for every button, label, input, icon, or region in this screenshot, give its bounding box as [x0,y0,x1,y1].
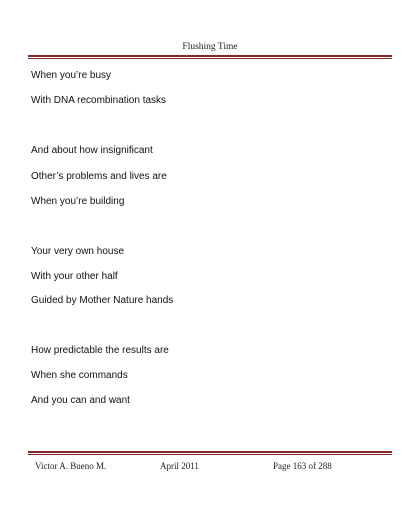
verse-line-11: And you can and want [31,395,130,406]
verse-line-4: Other’s problems and lives are [31,171,167,182]
footer-author: Victor A. Bueno M. [35,461,107,471]
footer-date: April 2011 [160,461,199,471]
header-rule [28,55,392,59]
running-header-title: Flushing Time [182,42,238,52]
verse-line-10: When she commands [31,370,128,381]
verse-line-5: When you’re building [31,196,125,207]
verse-line-8: Guided by Mother Nature hands [31,295,174,306]
verse-line-6: Your very own house [31,246,125,257]
footer-page-number: Page 163 of 288 [273,461,332,471]
verse-line-1: When you’re busy [31,70,112,81]
verse-line-9: How predictable the results are [31,345,169,356]
verse-line-3: And about how insignificant [31,145,153,156]
footer-rule [28,451,392,455]
verse-line-2: With DNA recombination tasks [31,95,167,106]
verse-line-7: With your other half [31,271,118,282]
